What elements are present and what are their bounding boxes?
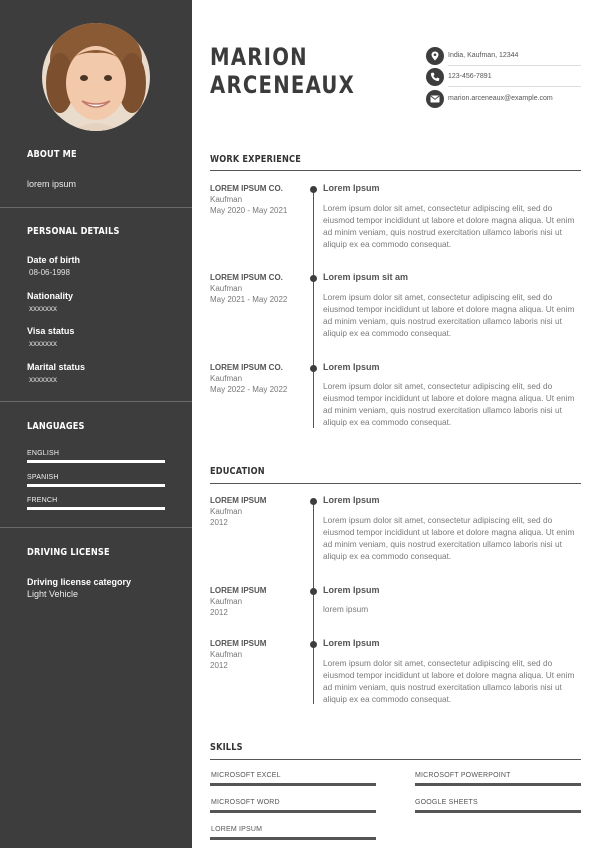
skill-name: MICROSOFT WORD [211,799,280,806]
education-title: Lorem Ipsum [323,585,380,595]
phone-icon [426,68,444,86]
driving-license-label: Driving license category [27,577,132,587]
education-description: lorem ipsum [323,604,369,614]
skill-level-bar [415,783,581,786]
skill-name: MICROSOFT EXCEL [211,772,281,779]
work-dates: May 2021 - May 2022 [210,295,288,304]
education-school: LOREM IPSUM [210,496,267,505]
contact-divider [448,86,581,87]
sidebar-divider [0,207,192,208]
visa-status-value: xxxxxxx [29,339,57,348]
education-description: Lorem ipsum dolor sit amet, consectetur adipiscing elit, sed do eiusmod tempor incididunt ut labore et dolore magna aliqua. Ut enim ad minim veniam, quis nostrud exercitation ullamco laboris nisi ut aliquip ex ea commodo consequat. [323,658,575,704]
timeline-dot [310,498,317,505]
first-name: MARION [210,43,308,71]
work-dates: May 2022 - May 2022 [210,385,288,394]
driving-license-value: Light Vehicle [27,589,79,599]
work-dates: May 2020 - May 2021 [210,206,288,215]
contact-divider [448,65,581,66]
language-name: ENGLISH [27,450,60,457]
timeline-dot [310,186,317,193]
work-job-title: Lorem Ipsum [323,183,380,193]
language-level-bar [27,460,165,463]
timeline-line [313,189,314,428]
skill-level-bar [415,810,581,813]
map-pin-icon [426,47,444,65]
section-rule [210,759,581,760]
education-title: Lorem Ipsum [323,638,380,648]
work-job-title: Lorem ipsum sit am [323,272,409,282]
skill-level-bar [210,837,376,840]
contact-email: marion.arceneaux@example.com [448,95,553,102]
timeline-dot [310,588,317,595]
work-location: Kaufman [210,195,243,204]
language-name: SPANISH [27,474,59,481]
marital-status-value: xxxxxxx [29,375,57,384]
dob-value: 08-06-1998 [29,268,70,277]
marital-status-label: Marital status [27,362,86,372]
education-school: LOREM IPSUM [210,639,267,648]
education-location: Kaufman [210,650,243,659]
envelope-icon [426,90,444,108]
visa-status-label: Visa status [27,326,75,336]
language-name: FRENCH [27,497,58,504]
work-description: Lorem ipsum dolor sit amet, consectetur adipiscing elit, sed do eiusmod tempor incididunt ut labore et dolore magna aliqua. Ut enim ad minim veniam, quis nostrud exercitation ullamco laboris nisi ut aliquip ex ea commodo consequat. [323,203,575,249]
contact-phone: 123-456-7891 [448,73,492,80]
contact-location: India, Kaufman, 12344 [448,52,519,59]
nationality-label: Nationality [27,291,74,301]
timeline-dot [310,641,317,648]
sidebar [0,0,192,848]
work-location: Kaufman [210,374,243,383]
skill-name: MICROSOFT POWERPOINT [415,772,511,779]
work-description: Lorem ipsum dolor sit amet, consectetur adipiscing elit, sed do eiusmod tempor incididunt ut labore et dolore magna aliqua. Ut enim ad minim veniam, quis nostrud exercitation ullamco laboris nisi ut aliquip ex ea commodo consequat. [323,381,575,427]
work-location: Kaufman [210,284,243,293]
work-company: LOREM IPSUM CO. [210,184,283,193]
education-school: LOREM IPSUM [210,586,267,595]
education-year: 2012 [210,661,228,670]
education-location: Kaufman [210,597,243,606]
personal-details-heading: PERSONAL DETAILS [27,226,120,237]
section-rule [210,483,581,484]
work-experience-heading: WORK EXPERIENCE [210,154,301,165]
work-company: LOREM IPSUM CO. [210,273,283,282]
languages-heading: LANGUAGES [27,421,85,432]
about-me-heading: ABOUT ME [27,149,77,160]
about-me-text: lorem ipsum [27,179,77,189]
skill-level-bar [210,783,376,786]
dob-label: Date of birth [27,255,80,265]
education-title: Lorem Ipsum [323,495,380,505]
work-company: LOREM IPSUM CO. [210,363,283,372]
work-job-title: Lorem Ipsum [323,362,380,372]
section-rule [210,170,581,171]
timeline-dot [310,275,317,282]
skill-name: GOOGLE SHEETS [415,799,478,806]
education-year: 2012 [210,608,228,617]
profile-photo [42,23,150,131]
timeline-line [313,502,314,704]
skill-level-bar [210,810,376,813]
sidebar-divider [0,401,192,402]
language-level-bar [27,484,165,487]
education-description: Lorem ipsum dolor sit amet, consectetur adipiscing elit, sed do eiusmod tempor incididunt ut labore et dolore magna aliqua. Ut enim ad minim veniam, quis nostrud exercitation ullamco laboris nisi ut aliquip ex ea commodo consequat. [323,515,575,561]
work-description: Lorem ipsum dolor sit amet, consectetur adipiscing elit, sed do eiusmod tempor incididunt ut labore et dolore magna aliqua. Ut enim ad minim veniam, quis nostrud exercitation ullamco laboris nisi ut aliquip ex ea commodo consequat. [323,292,575,338]
education-heading: EDUCATION [210,466,265,477]
education-location: Kaufman [210,507,243,516]
sidebar-divider [0,527,192,528]
skills-heading: SKILLS [210,742,243,753]
skill-name: LOREM IPSUM [211,826,263,833]
education-year: 2012 [210,518,228,527]
language-level-bar [27,507,165,510]
nationality-value: xxxxxxx [29,304,57,313]
driving-license-heading: DRIVING LICENSE [27,547,110,558]
timeline-dot [310,365,317,372]
last-name: ARCENEAUX [210,71,356,99]
